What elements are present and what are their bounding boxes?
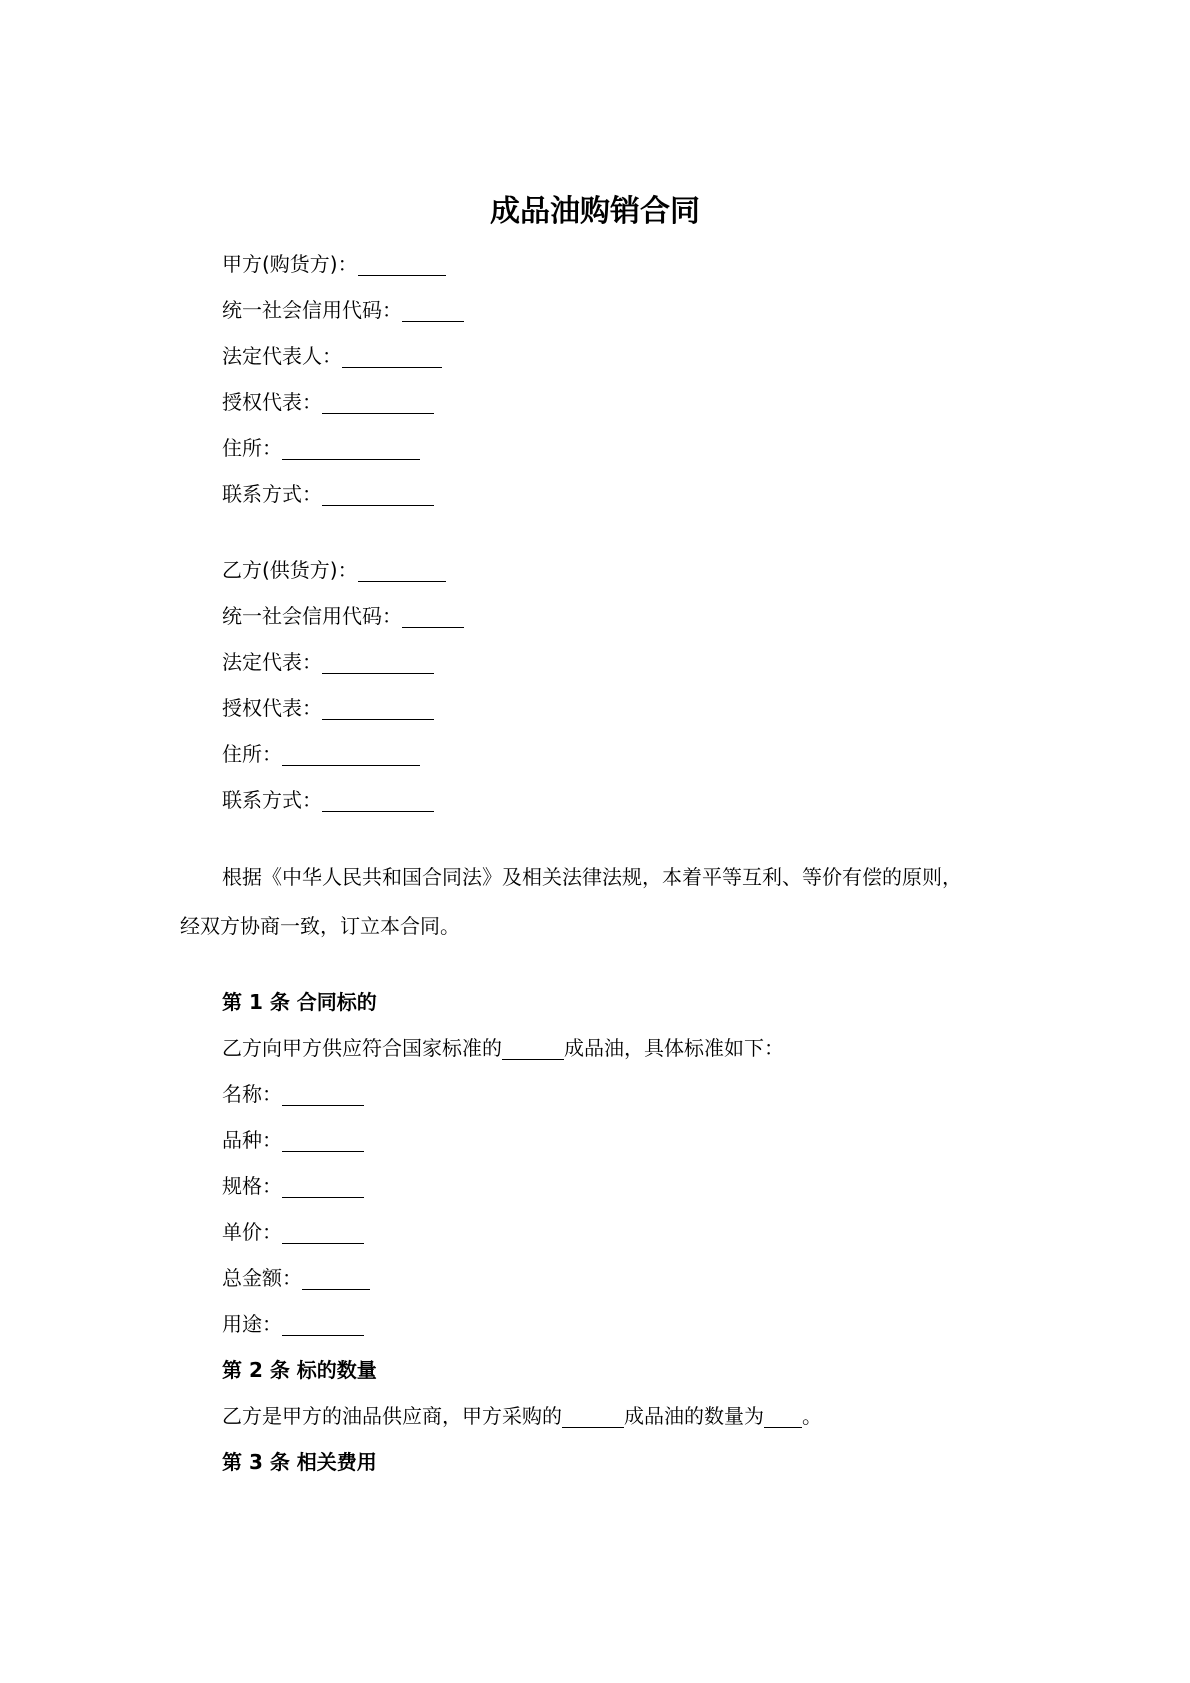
party-a-contact-blank[interactable] [322, 483, 434, 506]
party-b-name-line [222, 556, 446, 584]
article-1-total-blank[interactable] [302, 1267, 370, 1290]
party-a-legal-rep-blank[interactable] [342, 345, 442, 368]
party-b-name-blank[interactable] [358, 559, 446, 582]
article-2-heading: 第 2 条 标的数量 [222, 1358, 377, 1382]
article-1-intro-before: 乙方向甲方供应符合国家标准的 [222, 1036, 502, 1060]
article-1-unit-price-label: 单价： [222, 1220, 282, 1244]
party-b-authorized-rep-label: 授权代表： [222, 696, 322, 720]
party-a-address-blank[interactable] [282, 437, 420, 460]
party-a-authorized-rep-label: 授权代表： [222, 390, 322, 414]
party-b-credit-code-label: 统一社会信用代码： [222, 604, 402, 628]
article-2-text-end: 。 [802, 1404, 822, 1428]
party-b-credit-code-blank[interactable] [402, 605, 464, 628]
article-2-text-before: 乙方是甲方的油品供应商，甲方采购的 [222, 1404, 562, 1428]
party-b-address-line [222, 740, 420, 768]
article-2-quantity-blank[interactable] [764, 1405, 802, 1428]
party-b-contact-line [222, 786, 434, 814]
party-a-authorized-rep-line [222, 388, 434, 416]
article-1-unit-price-line [222, 1218, 364, 1246]
party-a-contact-label: 联系方式： [222, 482, 322, 506]
party-a-legal-rep-label: 法定代表人： [222, 344, 342, 368]
article-1-name-blank[interactable] [282, 1083, 364, 1106]
article-1-product-blank[interactable] [502, 1037, 564, 1060]
article-1-intro [222, 1034, 784, 1062]
party-a-name-label: 甲方(购货方)： [222, 252, 358, 276]
party-a-credit-code-blank[interactable] [402, 299, 464, 322]
party-a-name-line [222, 250, 446, 278]
article-2-product-blank[interactable] [562, 1405, 624, 1428]
party-b-credit-code-line [222, 602, 464, 630]
article-1-spec-line [222, 1172, 364, 1200]
article-1-heading: 第 1 条 合同标的 [222, 990, 377, 1014]
party-a-address-label: 住所： [222, 436, 282, 460]
party-b-authorized-rep-line [222, 694, 434, 722]
party-b-contact-label: 联系方式： [222, 788, 322, 812]
party-b-legal-rep-line [222, 648, 434, 676]
party-b-name-label: 乙方(供货方)： [222, 558, 358, 582]
party-a-credit-code-label: 统一社会信用代码： [222, 298, 402, 322]
party-b-address-blank[interactable] [282, 743, 420, 766]
article-1-variety-line [222, 1126, 364, 1154]
party-a-name-blank[interactable] [358, 253, 446, 276]
party-a-legal-rep-line [222, 342, 442, 370]
article-1-total-line [222, 1264, 370, 1292]
preamble-line-1: 根据《中华人民共和国合同法》及相关法律法规，本着平等互利、等价有偿的原则， [222, 865, 962, 889]
article-1-total-label: 总金额： [222, 1266, 302, 1290]
party-b-legal-rep-label: 法定代表： [222, 650, 322, 674]
article-1-usage-label: 用途： [222, 1312, 282, 1336]
article-1-name-label: 名称： [222, 1082, 282, 1106]
party-b-contact-blank[interactable] [322, 789, 434, 812]
article-3-heading: 第 3 条 相关费用 [222, 1450, 377, 1474]
party-a-address-line [222, 434, 420, 462]
party-b-address-label: 住所： [222, 742, 282, 766]
party-a-contact-line [222, 480, 434, 508]
article-1-variety-label: 品种： [222, 1128, 282, 1152]
article-1-intro-after: 成品油，具体标准如下： [564, 1036, 784, 1060]
article-1-variety-blank[interactable] [282, 1129, 364, 1152]
article-2-text-middle: 成品油的数量为 [624, 1404, 764, 1428]
party-b-legal-rep-blank[interactable] [322, 651, 434, 674]
party-a-credit-code-line [222, 296, 464, 324]
party-b-authorized-rep-blank[interactable] [322, 697, 434, 720]
article-2-text [222, 1402, 822, 1430]
article-1-spec-label: 规格： [222, 1174, 282, 1198]
preamble-line-2: 经双方协商一致，订立本合同。 [180, 914, 460, 938]
article-1-unit-price-blank[interactable] [282, 1221, 364, 1244]
article-1-usage-blank[interactable] [282, 1313, 364, 1336]
party-a-authorized-rep-blank[interactable] [322, 391, 434, 414]
article-1-name-line [222, 1080, 364, 1108]
article-1-usage-line [222, 1310, 364, 1338]
article-1-spec-blank[interactable] [282, 1175, 364, 1198]
document-title: 成品油购销合同 [490, 194, 700, 229]
